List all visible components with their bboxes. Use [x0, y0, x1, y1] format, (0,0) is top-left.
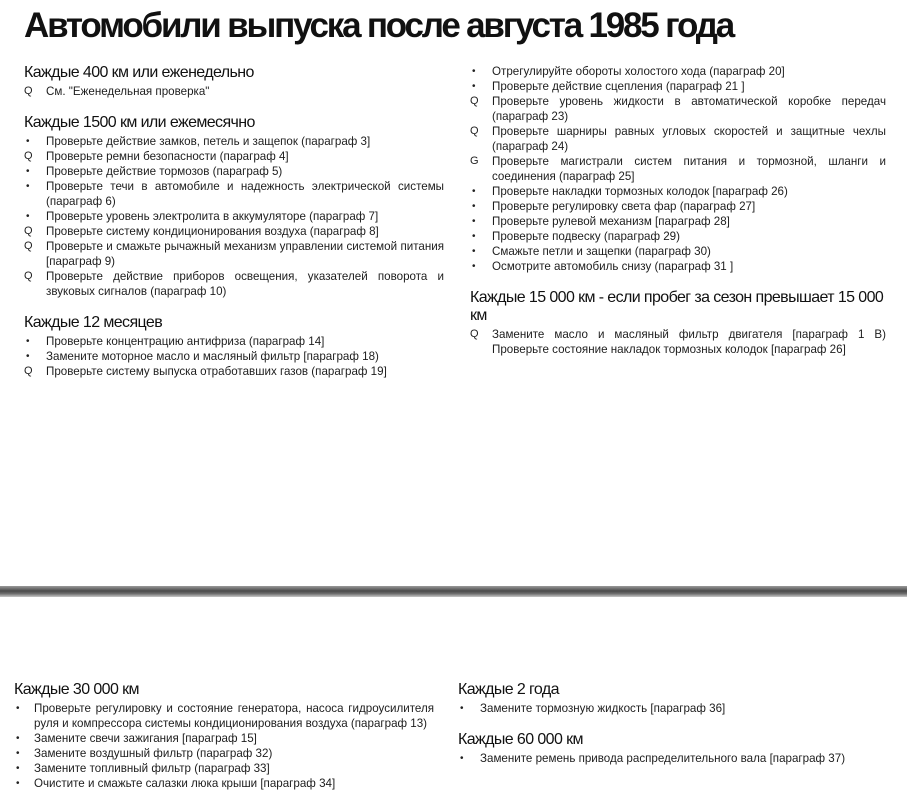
task-text: Проверьте ремни безопасности (параграф 4]: [46, 150, 289, 163]
task-text: Смажьте петли и защепки (параграф 30): [492, 245, 711, 258]
task-item: [470, 154, 886, 184]
column-left-top: [24, 64, 444, 394]
section-heading: Каждые 60 000 км: [458, 731, 583, 748]
task-item: [458, 701, 878, 716]
item-marker: •: [16, 733, 20, 744]
schedule-section: [24, 314, 444, 379]
task-item: [24, 239, 444, 269]
task-item: [24, 134, 444, 149]
item-marker: •: [472, 201, 476, 212]
schedule-section: [470, 64, 886, 274]
item-marker: Q: [24, 365, 33, 377]
schedule-section: [24, 64, 444, 99]
schedule-section: [470, 289, 886, 357]
item-marker: •: [472, 231, 476, 242]
item-marker: Q: [24, 85, 33, 97]
task-text: Замените моторное масло и масляный фильтр [параграф 18): [46, 350, 379, 363]
task-text: Проверьте систему выпуска отработавших газов (параграф 19]: [46, 365, 387, 378]
item-marker: •: [460, 703, 464, 714]
item-marker: Q: [24, 150, 33, 162]
page-divider: [0, 586, 907, 597]
task-item: [470, 184, 886, 199]
task-text: Проверьте и смажьте рычажный механизм управлении системой питания [параграф 9): [46, 240, 444, 268]
task-text: Проверьте подвеску (параграф 29): [492, 230, 680, 243]
item-marker: •: [26, 166, 30, 177]
task-item: [470, 229, 886, 244]
item-marker: •: [16, 763, 20, 774]
task-item: [470, 214, 886, 229]
task-item: [14, 731, 434, 746]
item-marker: •: [472, 261, 476, 272]
task-list: [470, 64, 886, 274]
task-text: Проверьте систему кондиционирования воздуха (параграф 8]: [46, 225, 379, 238]
item-marker: G: [470, 155, 479, 167]
task-list: [24, 134, 444, 299]
schedule-section: [458, 681, 878, 716]
task-text: Проверьте концентрацию антифриза (параграф 14]: [46, 335, 325, 348]
task-text: Замените воздушный фильтр (параграф 32): [34, 747, 273, 760]
task-list: [14, 701, 434, 791]
task-text: Проверьте регулировку света фар (параграф 27]: [492, 200, 756, 213]
item-marker: •: [26, 211, 30, 222]
task-text: Замените тормозную жидкость [параграф 36]: [480, 702, 726, 715]
item-marker: Q: [470, 328, 479, 340]
item-marker: •: [472, 186, 476, 197]
item-marker: •: [16, 703, 20, 714]
task-text: Проверьте действие замков, петель и защепок (параграф 3]: [46, 135, 371, 148]
item-marker: Q: [24, 225, 33, 237]
item-marker: •: [460, 753, 464, 764]
item-marker: Q: [24, 270, 33, 282]
task-item: [24, 224, 444, 239]
section-heading: Каждые 15 000 км - если пробег за сезон превышает 15 000 км: [470, 289, 884, 324]
item-marker: •: [16, 778, 20, 789]
item-marker: Q: [470, 95, 479, 107]
task-text: Замените ремень привода распределительного вала [параграф 37): [480, 752, 846, 765]
task-item: [470, 124, 886, 154]
item-marker: •: [26, 181, 30, 192]
task-text: Проверьте рулевой механизм [параграф 28]: [492, 215, 730, 228]
section-heading: Каждые 30 000 км: [14, 681, 139, 698]
task-text: Замените свечи зажигания [параграф 15]: [34, 732, 257, 745]
task-text: См. "Еженедельная проверка": [46, 85, 210, 98]
item-marker: •: [472, 216, 476, 227]
task-item: [24, 269, 444, 299]
task-text: Проверьте уровень электролита в аккумуляторе (параграф 7]: [46, 210, 379, 223]
schedule-section: [24, 114, 444, 299]
column-right-top: [470, 64, 886, 372]
task-text: Проверьте магистрали систем питания и тормозной, шланги и соединения (параграф 25]: [492, 155, 886, 183]
item-marker: •: [472, 66, 476, 77]
task-list: [24, 334, 444, 379]
item-marker: •: [16, 748, 20, 759]
task-text: Проверьте действие сцепления (параграф 21 ]: [492, 80, 745, 93]
item-marker: Q: [24, 240, 33, 252]
lower-page: [0, 597, 907, 810]
schedule-section: [458, 731, 878, 766]
task-list: [470, 327, 886, 357]
task-item: [458, 751, 878, 766]
task-item: [24, 179, 444, 209]
task-item: [24, 209, 444, 224]
task-text: Проверьте уровень жидкости в автоматической коробке передач (параграф 23): [492, 95, 886, 123]
task-text: Отрегулируйте обороты холостого хода (параграф 20]: [492, 65, 785, 78]
task-item: [24, 84, 444, 99]
task-item: [470, 79, 886, 94]
task-item: [470, 199, 886, 214]
item-marker: •: [472, 246, 476, 257]
item-marker: Q: [470, 125, 479, 137]
task-list: [24, 84, 444, 99]
schedule-section: [14, 681, 434, 791]
column-left-bottom: [14, 681, 434, 806]
task-item: [470, 327, 886, 357]
section-heading: Каждые 1500 км или ежемесячно: [24, 114, 255, 131]
task-item: [470, 259, 886, 274]
task-text: Проверьте течи в автомобиле и надежность электрической системы (параграф 6): [46, 180, 444, 208]
item-marker: •: [26, 336, 30, 347]
item-marker: •: [26, 136, 30, 147]
section-heading: Каждые 2 года: [458, 681, 559, 698]
task-item: [24, 349, 444, 364]
task-text: Проверьте действие тормозов (параграф 5): [46, 165, 283, 178]
task-list: [458, 751, 878, 766]
task-text: Проверьте шарниры равных угловых скоростей и защитные чехлы (параграф 24): [492, 125, 886, 153]
task-item: [14, 761, 434, 776]
task-item: [14, 701, 434, 731]
task-text: Очистите и смажьте салазки люка крыши [параграф 34]: [34, 777, 336, 790]
section-heading: Каждые 12 месяцев: [24, 314, 163, 331]
task-item: [24, 149, 444, 164]
task-item: [470, 94, 886, 124]
task-item: [470, 64, 886, 79]
task-item: [14, 746, 434, 761]
task-list: [458, 701, 878, 716]
task-item: [470, 244, 886, 259]
task-text: Замените масло и масляный фильтр двигателя [параграф 1 В) Проверьте состояние накладок тормозных колодок [параграф 26]: [492, 328, 886, 356]
section-heading: Каждые 400 км или еженедельно: [24, 64, 254, 81]
task-text: Проверьте регулировку и состояние генератора, насоса гидроусилителя руля и компрессора системы кондиционирования воздуха (параграф 13): [34, 702, 434, 730]
task-text: Проверьте действие приборов освещения, указателей поворота и звуковых сигналов (параграф 10): [46, 270, 444, 298]
task-item: [14, 776, 434, 791]
task-text: Проверьте накладки тормозных колодок [параграф 26): [492, 185, 788, 198]
page-title: Автомобили выпуска после августа 1985 года: [24, 6, 733, 45]
task-text: Осмотрите автомобиль снизу (параграф 31 ]: [492, 260, 734, 273]
column-right-bottom: [458, 681, 878, 781]
task-item: [24, 164, 444, 179]
item-marker: •: [472, 81, 476, 92]
task-item: [24, 334, 444, 349]
task-item: [24, 364, 444, 379]
item-marker: •: [26, 351, 30, 362]
task-text: Замените топливный фильтр (параграф 33]: [34, 762, 270, 775]
